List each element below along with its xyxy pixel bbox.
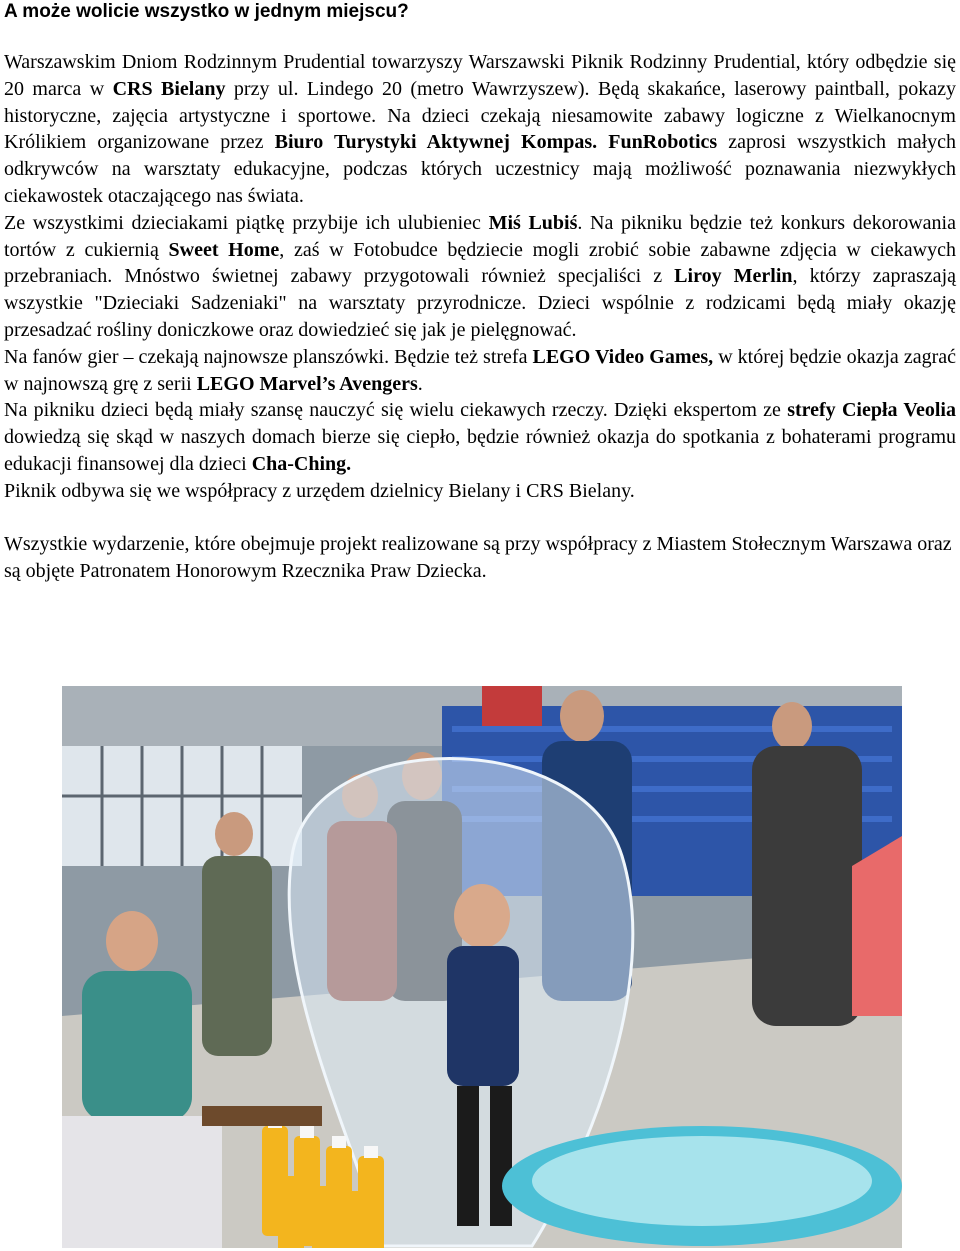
- photo-child-head: [454, 884, 510, 948]
- bold-run: Liroy Merlin: [674, 265, 793, 288]
- paragraph-patronat: Wszystkie wydarzenie, które obejmuje projekt realizowane są przy współpracy z Miastem Stołecznym Warszawa oraz są objęte Patronatem Honorowym Rzecznika Praw Dziecka.: [4, 533, 952, 583]
- photo-banner: [482, 686, 542, 726]
- bold-run: Miś Lubiś: [488, 211, 578, 234]
- photo-image: [62, 686, 902, 1248]
- paragraph-gry: [4, 344, 956, 398]
- bold-run: LEGO Marvel’s Avengers: [196, 372, 418, 395]
- photo-person-head: [560, 690, 604, 742]
- photo-woman-head: [106, 911, 158, 971]
- text-run: dowiedzą się skąd w naszych domach bierze się ciepło, będzie również okazja do spotkania z bohaterami programu edukacji finansowej dla dzieci: [4, 426, 956, 475]
- text-run: .: [417, 372, 423, 395]
- bold-run: Sweet Home: [168, 238, 280, 261]
- photo-person-head: [215, 812, 253, 856]
- text-run: zaprosi wszystkich małych odkrywców na warsztaty edukacyjne, podczas których uczestnicy mają możliwość poznawania niezwykłych ciekawostek otaczającego nas świata.: [4, 131, 957, 207]
- text-run: Warszawskim Dniom Rodzinnym Prudential towarzyszy Warszawski Piknik Rodzinny Prudential, który odbędzie się 20 marca w: [4, 51, 956, 100]
- event-photo: [62, 686, 902, 1248]
- bold-run: LEGO Video Games,: [532, 345, 714, 368]
- paragraph-piknik: [4, 49, 956, 210]
- paragraph-veolia: [4, 397, 956, 477]
- photo-child: [447, 946, 519, 1086]
- text-run: . Na pikniku będzie też konkurs dekorowania tortów z cukiernią: [4, 211, 956, 261]
- photo-woman-pants: [62, 1116, 222, 1248]
- article-body: [4, 49, 956, 585]
- photo-woman: [82, 971, 192, 1121]
- text-run: Ze wszystkimi dzieciakami piątkę przybije ich ulubieniec: [4, 211, 489, 234]
- text-run: w której będzie okazja zagrać w najnowszą grę z serii: [4, 345, 956, 395]
- photo-person: [752, 746, 862, 1026]
- bold-run: CRS Bielany: [112, 77, 226, 100]
- text-run: , którzy zapraszają wszystkie "Dzieciaki Sadzeniaki" na warsztaty przyrodnicze. Dzieci wspólnie z rodzicami będą miały okazję przesadzać rośliny doniczkowe oraz dowiedzieć się jak je pielęgnować.: [4, 265, 956, 341]
- paragraph-spacer: [4, 505, 956, 532]
- photo-table: [202, 1106, 322, 1126]
- text-run: przy ul. Lindego 20 (metro Wawrzyszew). Będą skakańce, laserowy paintball, pokazy historyczne, zajęcia artystyczne i sportowe. Na dzieci czekają niesamowite zabawy logiczne z Wielkanocnym Królikiem organizowane przez: [4, 77, 957, 154]
- text-run: , zaś w Fotobudce będziecie mogli zrobić sobie zabawne zdjęcia w ciekawych przebraniach. Mnóstwo świetnej zabawy przygotowali również specjaliści z: [4, 238, 956, 288]
- bold-run: FunRobotics: [608, 131, 718, 154]
- bold-run: strefy Ciepła Veolia: [787, 399, 956, 422]
- photo-person-head: [772, 702, 812, 750]
- photo-tent: [852, 836, 902, 1016]
- paragraph-wspolpraca: Piknik odbywa się we współpracy z urzędem dzielnicy Bielany i CRS Bielany.: [4, 479, 635, 502]
- bold-run: Cha-Ching.: [251, 452, 352, 475]
- text-run: Na fanów gier – czekają najnowsze planszówki. Będzie też strefa: [4, 345, 533, 368]
- text-run: [597, 131, 608, 153]
- section-heading: A może wolicie wszystko w jednym miejscu?: [4, 1, 409, 22]
- photo-child-leg: [457, 1086, 479, 1226]
- bold-run: Biuro Turystyki Aktywnej Kompas.: [274, 131, 598, 154]
- text-run: Na pikniku dzieci będą miały szansę nauczyć się wielu ciekawych rzeczy. Dzięki ekspertom ze: [4, 399, 788, 422]
- paragraph-mis-lubis: [4, 210, 956, 344]
- photo-pool-water: [532, 1136, 872, 1226]
- photo-person: [202, 856, 272, 1056]
- photo-child-leg: [490, 1086, 512, 1226]
